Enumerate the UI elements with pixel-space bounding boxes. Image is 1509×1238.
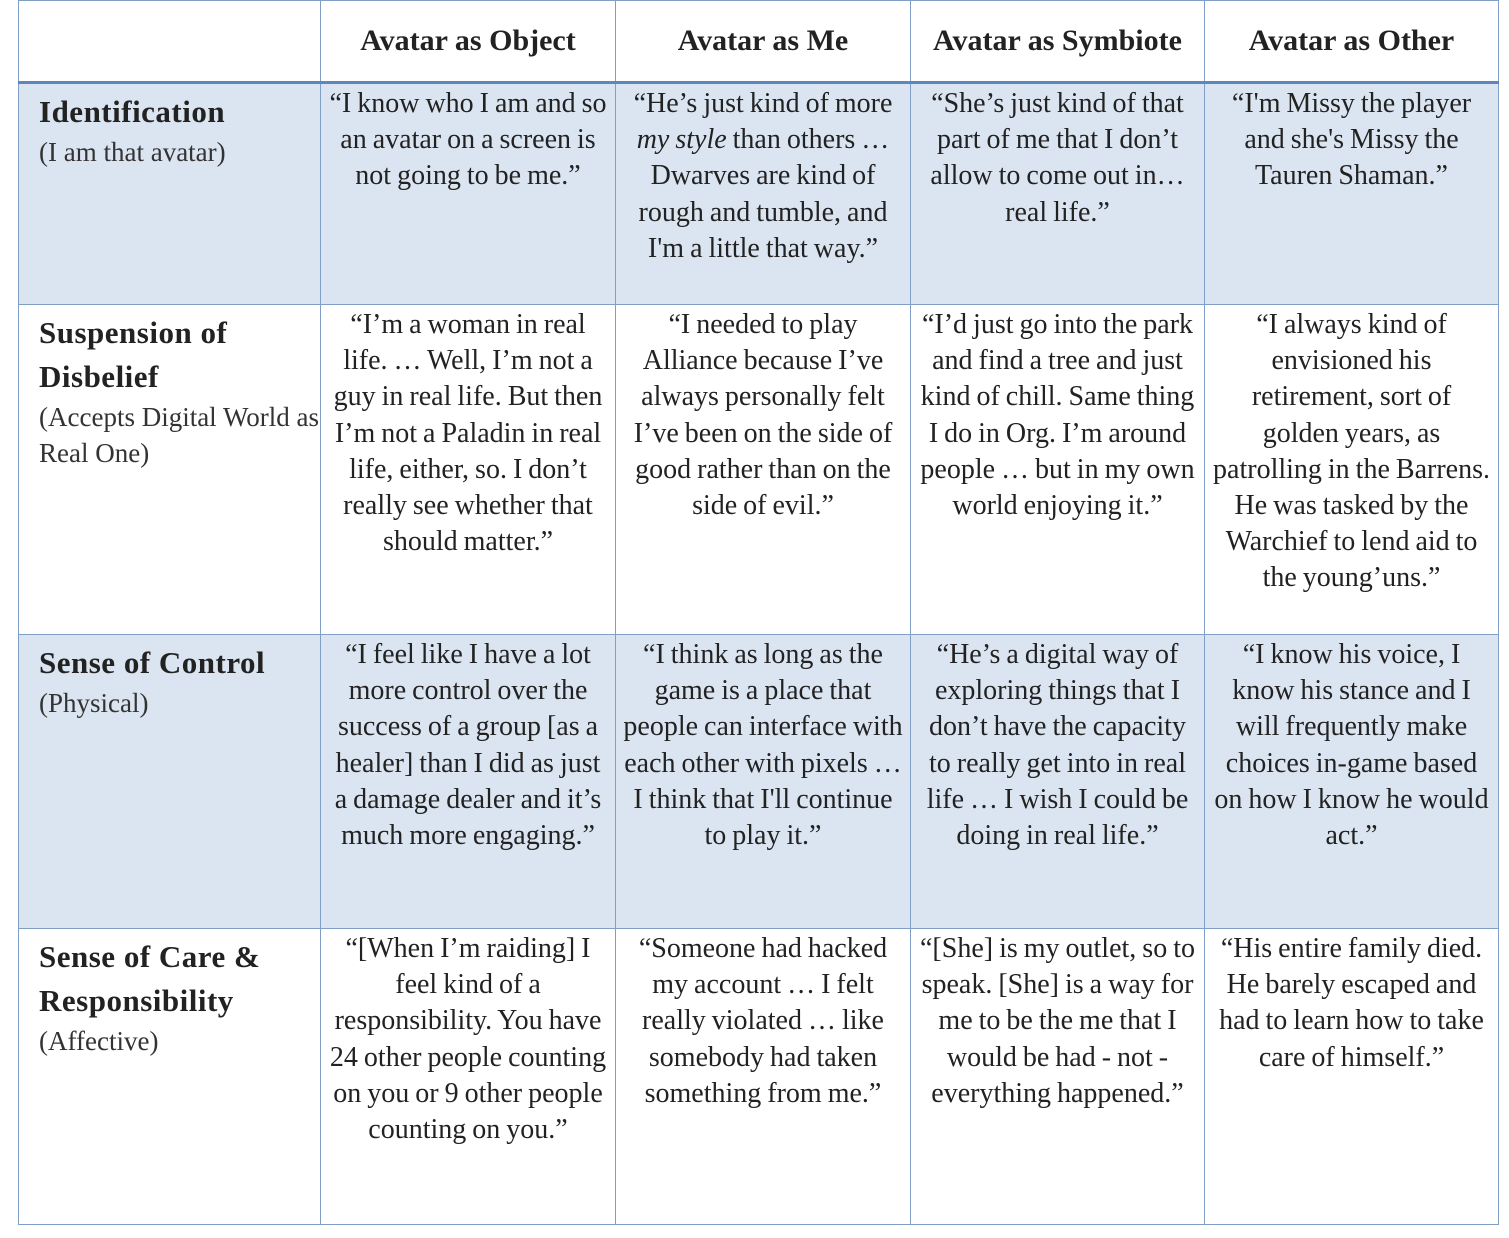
quote-text: than others … Dwarves are kind of rough and tumble, and I'm a little that way.”	[638, 124, 890, 264]
quote-cell: “[When I’m raiding] I feel kind of a responsibility. You have 24 other people counting on you or 9 other people counting on you.”	[321, 929, 616, 1225]
column-header-label: Avatar as Object	[360, 24, 576, 57]
quote-cell: “He’s a digital way of exploring things that I don’t have the capacity to really get into in real life … I wish I could be doing in real life.”	[911, 635, 1205, 929]
column-header-other	[1205, 1, 1499, 83]
column-header-label: Avatar as Other	[1248, 24, 1455, 57]
quote-cell: “I know who I am and so an avatar on a screen is not going to be me.”	[321, 83, 616, 305]
quote-cell: “[She] is my outlet, so to speak. [She] is a way for me to be the me that I would be had - not - everything happened.”	[911, 929, 1205, 1225]
table-row-identification	[19, 83, 1499, 305]
table-row-suspension-of-disbelief	[19, 305, 1499, 635]
row-title: Sense of Control	[39, 645, 266, 680]
row-subtitle: (I am that avatar)	[39, 137, 226, 167]
row-title: Identification	[39, 94, 226, 129]
quote-cell: “I know his voice, I know his stance and I will frequently make choices in-game based on how I know he would act.”	[1205, 635, 1499, 929]
quote-cell: “His entire family died. He barely escaped and had to learn how to take care of himself.”	[1205, 929, 1499, 1225]
header-row	[19, 1, 1499, 83]
quote-cell: “She’s just kind of that part of me that I don’t allow to come out in… real life.”	[911, 83, 1205, 305]
row-subtitle: (Accepts Digital World as Real One)	[39, 402, 320, 468]
table-row-sense-of-care	[19, 929, 1499, 1225]
row-subtitle: (Physical)	[39, 688, 149, 718]
quote-cell: “Someone had hacked my account … I felt really violated … like somebody had taken something from me.”	[616, 929, 911, 1225]
row-header-sense-of-care	[19, 929, 321, 1225]
quote-cell: “I’d just go into the park and find a tree and just kind of chill. Same thing I do in Org. I’m around people … but in my own world enjoying it.”	[911, 305, 1205, 635]
table-row-sense-of-control	[19, 635, 1499, 929]
column-header-label: Avatar as Symbiote	[933, 24, 1182, 57]
column-header-object	[321, 1, 616, 83]
row-title: Sense of Care & Responsibility	[39, 939, 261, 1018]
quote-italic-text: my style	[636, 124, 727, 156]
quote-cell: “I always kind of envisioned his retirement, sort of golden years, as patrolling in the Barrens. He was tasked by the Warchief to lend aid to the young’uns.”	[1205, 305, 1499, 635]
column-header-label: Avatar as Me	[677, 24, 849, 57]
quote-cell: “I feel like I have a lot more control over the success of a group [as a healer] than I did as just a damage dealer and it’s much more engaging.”	[321, 635, 616, 929]
row-subtitle: (Affective)	[39, 1026, 159, 1056]
quote-cell: “I think as long as the game is a place that people can interface with each other with pixels … I think that I'll continue to play it.”	[616, 635, 911, 929]
row-header-sense-of-control	[19, 635, 321, 929]
corner-cell	[19, 1, 321, 83]
quote-text: “He’s just kind of more	[633, 88, 893, 119]
row-header-identification	[19, 83, 321, 305]
column-header-symbiote	[911, 1, 1205, 83]
row-header-suspension-of-disbelief	[19, 305, 321, 635]
quote-cell: “I'm Missy the player and she's Missy the Tauren Shaman.”	[1205, 83, 1499, 305]
avatar-typology-table	[18, 0, 1499, 1225]
quote-cell: “I’m a woman in real life. … Well, I’m not a guy in real life. But then I’m not a Paladin in real life, either, so. I don’t really see whether that should matter.”	[321, 305, 616, 635]
column-header-me	[616, 1, 911, 83]
quote-cell	[616, 83, 911, 305]
row-title: Suspension of Disbelief	[39, 315, 228, 394]
quote-cell: “I needed to play Alliance because I’ve always personally felt I’ve been on the side of good rather than on the side of evil.”	[616, 305, 911, 635]
